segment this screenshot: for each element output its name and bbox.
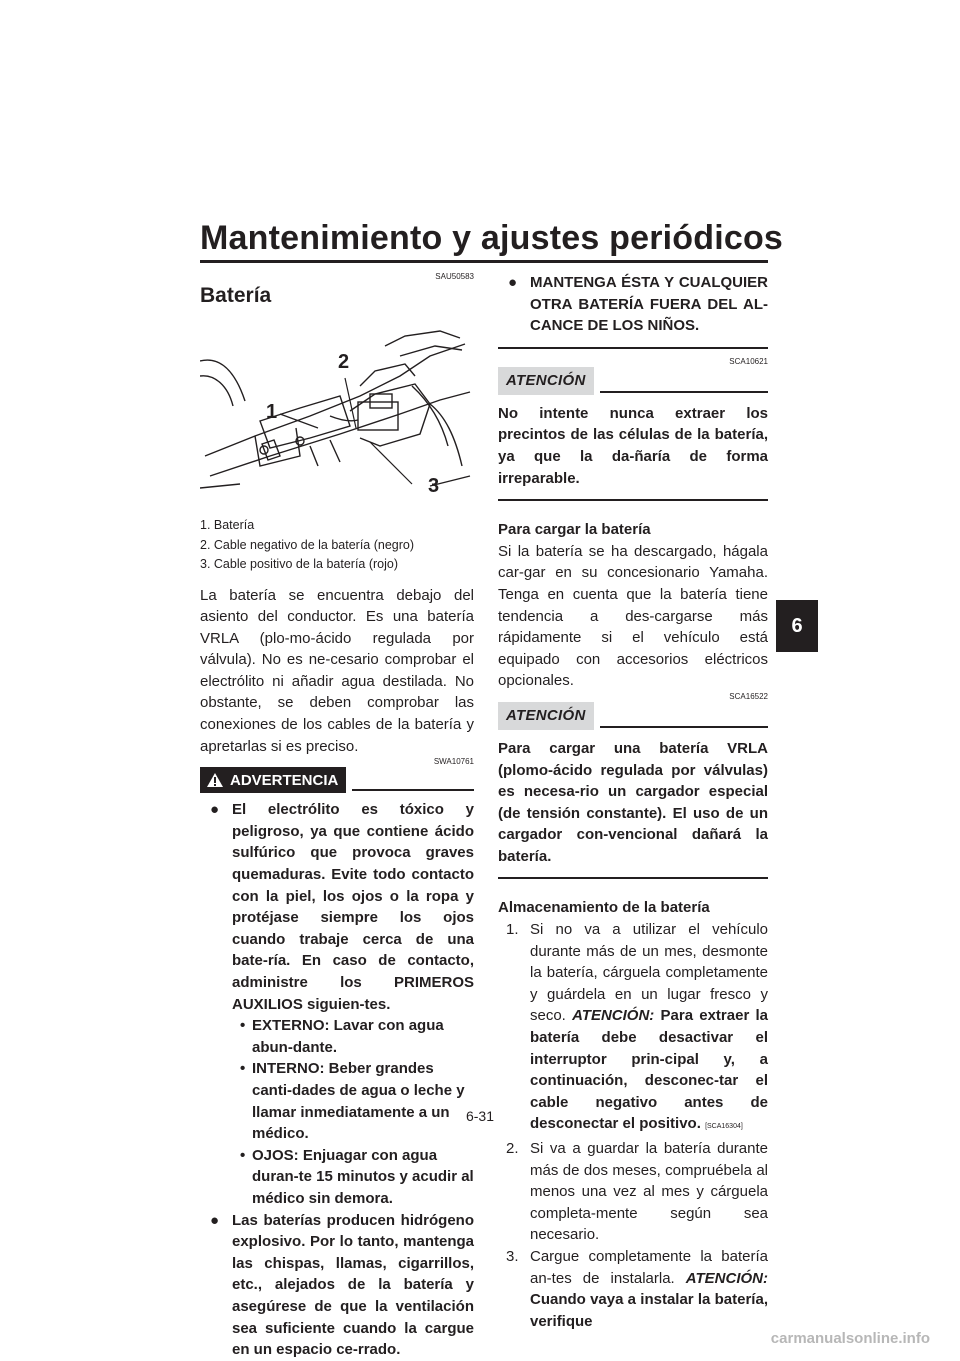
- section-title: Batería: [200, 284, 272, 307]
- notice1-code: SCA10621: [729, 356, 768, 366]
- storage-step: 3. Cargue completamente la batería an-tes de instalarla. ATENCIÓN: Cuando vaya a instalar la batería, verifique: [506, 1247, 769, 1330]
- notice2-code: SCA16522: [729, 691, 768, 701]
- notice2-text: Para cargar una batería VRLA (plomo-ácido regulada por válvulas) es necesa-rio un cargador especial (de tensión constante). El uso de un cargador con-vencional dañará la batería.: [498, 739, 768, 865]
- battery-figure: [200, 316, 474, 512]
- legend-item: 1. Batería: [200, 518, 255, 532]
- legend-item: 2. Cable negativo de la batería (negro): [200, 537, 415, 552]
- bullet-icon: ●: [508, 274, 518, 291]
- notice1-header: [498, 367, 768, 395]
- charging-heading: Para cargar la batería: [498, 521, 651, 539]
- bullet-icon: ●: [210, 1211, 220, 1229]
- page-number: 6-31: [465, 1108, 495, 1124]
- header-rule: [200, 260, 768, 263]
- warning-header: [200, 767, 474, 793]
- notice2-header: [498, 702, 768, 730]
- left-column: [200, 272, 474, 1361]
- storage-steps: [498, 919, 768, 1332]
- intro-paragraph: La batería se encuentra debajo del asiento del conductor. Es una batería VRLA (plo-mo-ácido regulada por válvula). No es ne-cesario comprobar el electrólito ni añadir agua destilada. No obstante, se deben comprobar las conexiones de los cables de la batería y apretarlas si es preciso.: [200, 586, 474, 755]
- small-bullet-icon: •: [240, 1146, 246, 1164]
- small-bullet-icon: •: [240, 1017, 246, 1035]
- charging-paragraph: Si la batería se ha descargado, hágala car-gar en su concesionario Yamaha. Tenga en cuenta que la batería tiene tendencia a des-cargarse más rápidamente si el vehículo está equipado con accesorios eléctricos opcionales.: [498, 542, 768, 690]
- storage-step: 1. Si no va a utilizar el vehículo durante más de un mes, desmonte la batería, cárguela completamente y guárdela en un lugar fresco y seco. ATENCIÓN: Para extraer la batería debe desactivar el interruptor prin-cipal y, a continuación, desconec-tar el cable negativo antes de desconectar el positivo. [SCA16304]: [506, 921, 769, 1133]
- right-column: [498, 272, 768, 1332]
- warning-sub-item: • INTERNO: Beber grandes canti-dades de agua o leche y llamar inmediatamente a un médico.: [200, 1058, 474, 1144]
- warning-label: ADVERTENCIA: [230, 771, 339, 789]
- notice2-end-rule: [498, 877, 768, 879]
- section-code: SAU50583: [435, 272, 474, 281]
- notice1-text: No intente nunca extraer los precintos de las células de la batería, ya que la da-ñaría de forma irreparable.: [498, 404, 768, 487]
- storage-step: 2. Si va a guardar la batería durante más de dos meses, compruébela al menos una vez al mes y cárguela completa-mente según sea necesario.: [506, 1140, 768, 1244]
- small-bullet-icon: •: [240, 1060, 246, 1078]
- warning-rule: [352, 789, 474, 791]
- warning-sub-item: • OJOS: Enjuagar con agua duran-te 15 minutos y acudir al médico sin demora.: [200, 1145, 474, 1210]
- warning-bullet: ● MANTENGA ÉSTA Y CUALQUIER OTRA BATERÍA FUERA DEL AL-CANCE DE LOS NIÑOS.: [498, 272, 768, 337]
- storage-heading: Almacenamiento de la batería: [498, 899, 710, 917]
- notice2-badge: ATENCIÓN: [498, 702, 594, 730]
- bullet-icon: ●: [210, 801, 220, 819]
- warning-sub-item: • EXTERNO: Lavar con agua abun-dante.: [200, 1015, 474, 1058]
- warning-code: SWA10761: [433, 757, 474, 767]
- chapter-tab[interactable]: 6: [776, 600, 818, 652]
- legend-item: 3. Cable positivo de la batería (rojo): [200, 557, 399, 571]
- warning-bullet: ● El electrólito es tóxico y peligroso, ya que contiene ácido sulfúrico que provoca graves quemaduras. Evite todo contacto con la piel, los ojos o la ropa y protéjase siempre los ojos cuando trabaje cerca de una bate-ría. En caso de contacto, administre los PRIMEROS AUXILIOS siguien-tes.: [200, 799, 474, 1015]
- page-header-title: Mantenimiento y ajustes periódicos: [200, 219, 784, 257]
- notice1-end-rule: [498, 499, 768, 501]
- warning-badge: [200, 767, 346, 793]
- notice2-rule: [600, 726, 768, 728]
- callout-3: 3: [428, 475, 440, 497]
- warning-list: [200, 799, 474, 1360]
- callout-2: 2: [338, 351, 350, 373]
- callout-1: 1: [266, 401, 278, 423]
- warning-end-rule: [498, 347, 768, 349]
- notice1-rule: [600, 391, 768, 393]
- warning-triangle-icon: [206, 772, 224, 788]
- warning-bullet: ● Las baterías producen hidrógeno explosivo. Por lo tanto, mantenga las chispas, llamas, cigarrillos, etc., alejados de la batería y asegúrese de que la ventilación sea suficiente cuando la cargue en un espacio ce-rrado.: [200, 1210, 474, 1361]
- notice1-badge: ATENCIÓN: [498, 367, 594, 395]
- figure-legend: [200, 516, 474, 575]
- warning-list-continued: [498, 272, 768, 337]
- watermark[interactable]: carmanualsonline.info: [770, 1330, 930, 1347]
